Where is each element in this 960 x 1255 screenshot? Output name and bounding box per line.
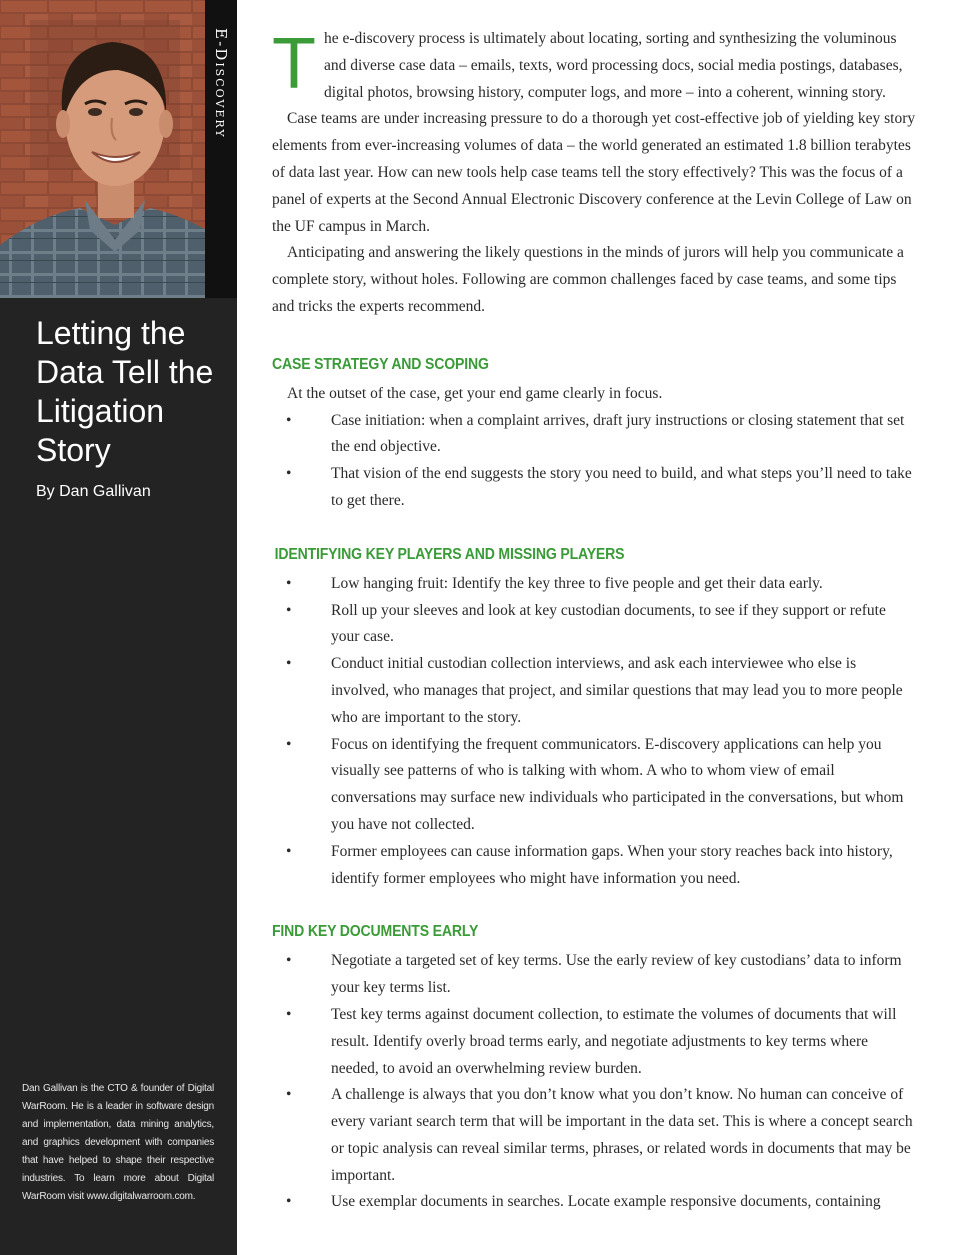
article-title: Letting the Data Tell the Litigation Story	[36, 315, 214, 468]
list-item: • Negotiate a targeted set of key terms. Use the early review of key custodians’ data to inform your key terms list.	[272, 948, 918, 1002]
bullet-list-key-documents	[272, 948, 918, 1216]
author-photo	[0, 0, 237, 298]
list-item: • That vision of the end suggests the story you need to build, and what steps you’ll need to take to get there.	[272, 461, 918, 515]
section-label: E-Discovery	[212, 28, 230, 139]
body-paragraph: Case teams are under increasing pressure to do a thorough yet cost-effective job of yielding key story elements from ever-increasing volumes of data – the world generated an estimated 1.8 billion terabytes of data last year. How can new tools help case teams tell the story effectively? This was the focus of a panel of experts at the Second Annual Electronic Discovery conference at the Levin College of Law on the UF campus in March.	[272, 110, 916, 235]
bullet-list-key-players	[272, 571, 918, 893]
list-item: • Case initiation: when a complaint arrives, draft jury instructions or closing statement that set the end objective.	[272, 408, 918, 462]
list-item: • Focus on identifying the frequent communicators. E-discovery applications can help you visually see patterns of who is talking with whom. A who to whom view of email conversations may surface new individuals who participated in the conversations, but whom you have not collected.	[272, 732, 918, 839]
section-heading-key-documents: FIND KEY DOCUMENTS EARLY	[272, 923, 479, 941]
list-item: • Roll up your sleeves and look at key custodian documents, to see if they support or refute your case.	[272, 598, 918, 652]
lead-text: he e-discovery process is ultimately about locating, sorting and synthesizing the voluminous and diverse case data – emails, texts, word processing docs, social media postings, databases, digital photos, browsing history, computer logs, and more – into a coherent, winning story.	[323, 30, 903, 101]
section-heading-case-strategy: CASE STRATEGY AND SCOPING	[272, 355, 489, 373]
body-paragraph: Anticipating and answering the likely questions in the minds of jurors will help you communicate a complete story, without holes. Following are common challenges faced by case teams, and some tips and tricks the experts recommend.	[272, 244, 904, 315]
list-item: • A challenge is always that you don’t know what you don’t know. No human can conceive of every variant search term that will be important in the data set. This is where a concept search or topic analysis can reveal similar terms, phrases, or related words in documents that may be important.	[272, 1082, 918, 1189]
list-item: • Low hanging fruit: Identify the key three to five people and get their data early.	[272, 571, 918, 598]
section-heading-key-players: IDENTIFYING KEY PLAYERS AND MISSING PLAYERS	[274, 545, 625, 563]
list-item: • Use exemplar documents in searches. Locate example responsive documents, containing	[272, 1189, 918, 1216]
bullet-list-case-strategy	[272, 408, 918, 515]
drop-cap: T	[272, 24, 316, 104]
list-item: • Former employees can cause information gaps. When your story reaches back into history, identify former employees who might have information you need.	[272, 839, 918, 893]
list-item: • Test key terms against document collection, to estimate the volumes of documents that will result. Identify overly broad terms early, and negotiate adjustments to key terms where needed, to avoid an overwhelming review burden.	[272, 1002, 918, 1082]
sidebar	[0, 0, 237, 1255]
byline: By Dan Gallivan	[36, 483, 151, 500]
lead-paragraph	[272, 26, 918, 106]
author-bio: Dan Gallivan is the CTO & founder of Digital WarRoom. He is a leader in software design and implementation, data mining analytics, and graphics development with companies that have helped to shape their respective industries. To learn more about Digital WarRoom visit www.digitalwarroom.com.	[22, 1083, 214, 1202]
list-item: • Conduct initial custodian collection interviews, and ask each interviewee who else is involved, who manages that project, and similar questions that may lead you to more people who are important to the story.	[272, 651, 918, 731]
section-intro: At the outset of the case, get your end game clearly in focus.	[287, 384, 663, 402]
article-body	[272, 26, 918, 1216]
